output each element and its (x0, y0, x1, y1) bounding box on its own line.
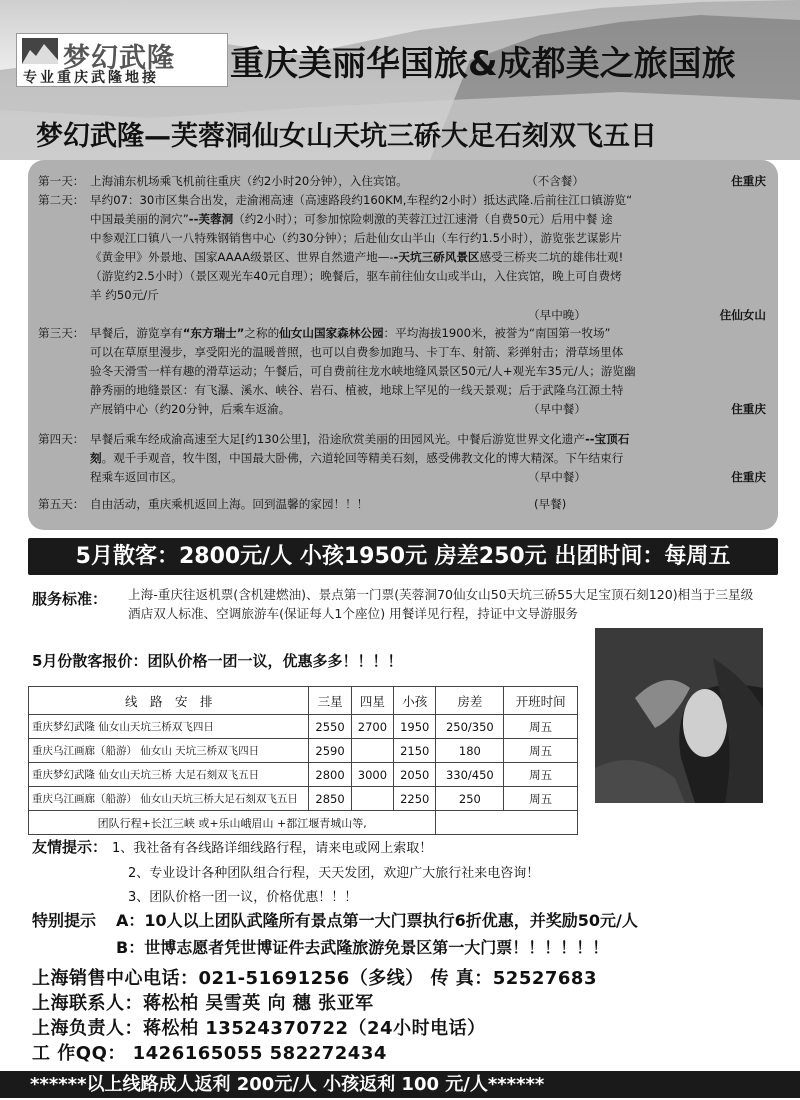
day-text-line: 静秀丽的地缝景区：有飞瀑、溪水、峡谷、岩石、植被，地球上罕见的一线天景观；后于武隆乌江源土特 (90, 383, 624, 397)
table-row (29, 739, 578, 763)
day-stay: 住重庆 (731, 174, 766, 188)
day-text (90, 191, 766, 305)
day-label: 第二天： (38, 193, 85, 207)
attraction-name: --宝顶石 (584, 432, 630, 446)
route-price-table (28, 686, 578, 835)
text-span: ：平均海拔1900米，被誉为“南国第一牧场” (383, 326, 611, 340)
text-span: 早餐后乘车经成渝高速至大足[约130公里]，沿途欣赏美丽的田园风光。中餐后游览世界文化遗产 (90, 432, 585, 446)
departure-day-cell: 周五 (504, 787, 578, 811)
day-text-line: 可以在草原里漫步，享受阳光的温暖普照，也可以自费参加跑马、卡丁车、射箭、彩弹射击；滑草场里体 (90, 345, 624, 359)
text-span: 《黄金甲》外景地、国家AAAA级景区、世界自然遗产地—- (90, 250, 394, 264)
column-header: 四星 (351, 687, 393, 715)
manager-contact: 上海负责人：蒋松柏 13524370722（24小时电话） (32, 1018, 486, 1039)
day-text-line (90, 324, 766, 343)
table-footer-note: 团队行程+长江三峡 或+乐山峨眉山 +都江堰青城山等, (29, 811, 436, 835)
day-stay: 住重庆 (731, 402, 766, 416)
departure-day-cell: 周五 (504, 715, 578, 739)
column-header: 三星 (309, 687, 351, 715)
route-name-cell: 重庆梦幻武隆 仙女山天坑三桥 大足石刻双飞五日 (29, 763, 309, 787)
attraction-name: -天坑三硚风景区 (393, 250, 480, 264)
logo-title: 梦幻武隆 (63, 43, 175, 74)
three-star-price-cell: 2550 (309, 715, 351, 739)
departure-day-cell: 周五 (504, 763, 578, 787)
may-price-note: 5月份散客报价：团队价格一团一议，优惠多多！！！！ (32, 652, 403, 670)
column-header: 小孩 (394, 687, 436, 715)
day-text-line (90, 248, 766, 267)
departure-day-cell: 周五 (504, 739, 578, 763)
route-name-cell: 重庆梦幻武隆 仙女山天坑三桥双飞四日 (29, 715, 309, 739)
child-price-cell: 2050 (394, 763, 436, 787)
logo-landscape-icon (22, 38, 58, 64)
day-text-line (90, 449, 766, 468)
day-label: 第四天： (38, 432, 85, 446)
day-text (90, 430, 766, 487)
special-item-a: A：10人以上团队武隆所有景点第一大门票执行6折优惠，并奖励50元/人 (116, 911, 638, 930)
four-star-price-cell: 2700 (351, 715, 393, 739)
day-label: 第三天： (38, 326, 85, 340)
four-star-price-cell (351, 787, 393, 811)
rebate-banner (0, 1071, 800, 1098)
room-diff-cell: 330/450 (436, 763, 504, 787)
service-label: 服务标准： (32, 590, 108, 608)
child-price-cell: 2150 (394, 739, 436, 763)
day-meal: （早中餐） (528, 402, 586, 416)
table-header-row (29, 687, 578, 715)
text-span: 感受三桥夹二坑的雄伟壮观! (479, 250, 624, 264)
tip-item: 2、专业设计各种团队组合行程，天天发团，欢迎广大旅行社来电咨询！ (128, 866, 540, 881)
day-text-line: （游览约2.5小时）（景区观光车40元自理）；晚餐后，驱车前往仙女山或半山，入住宾馆，晚上可自费烤 (90, 269, 622, 283)
special-label: 特别提示 (32, 911, 97, 930)
day-text-line (90, 210, 766, 229)
contact-persons: 上海联系人：蒋松柏 吴雪英 向 穗 张亚军 (32, 993, 374, 1014)
table-footer-row (29, 811, 578, 835)
day-stay: 住仙女山 (719, 308, 766, 322)
route-title: 梦幻武隆—芙蓉洞仙女山天坑三硚大足石刻双飞五日 (36, 121, 657, 152)
child-price-cell: 2250 (394, 787, 436, 811)
itinerary-panel (28, 160, 778, 530)
three-star-price-cell: 2850 (309, 787, 351, 811)
route-name-cell: 重庆乌江画廊（船游） 仙女山 天坑三桥双飞四日 (29, 739, 309, 763)
attraction-name: --芙蓉洞 (188, 212, 234, 226)
four-star-price-cell: 3000 (351, 763, 393, 787)
text-span: 。观千手观音，牧牛图，中国最大卧佛，六道轮回等精美石刻，感受佛教文化的博大精深。下午结束行 (101, 451, 624, 465)
three-star-price-cell: 2590 (309, 739, 351, 763)
attraction-name: 仙女山国家森林公园 (279, 326, 384, 340)
room-diff-cell: 250/350 (436, 715, 504, 739)
day-stay: 住重庆 (731, 470, 766, 484)
day-text-line: 中参观江口镇八一八特殊钢销售中心（约30分钟）；后赴仙女山半山（车行约1.5小时），游览张艺谋影片 (90, 231, 622, 245)
day-text-line: 程乘车返回市区。 (90, 470, 183, 484)
day-meal: （不含餐） (526, 174, 584, 188)
text-span: 之称的 (244, 326, 280, 340)
empty-cell (436, 811, 578, 835)
room-diff-cell: 250 (436, 787, 504, 811)
day-text-line (90, 430, 766, 449)
logo-subtitle: 专业重庆武隆地接 (23, 70, 159, 86)
table-row (29, 763, 578, 787)
service-text: 上海-重庆往返机票(含机建燃油)、景点第一门票(芙蓉洞70仙女山50天坑三硚55大足宝顶石刻120)相当于三星级酒店双人标准、空调旅游车(保证每人1个座位) 用餐详见行程，持证中文导游服务 (128, 587, 754, 621)
table-row (29, 715, 578, 739)
day-text: 上海浦东机场乘飞机前往重庆（约2小时20分钟），入住宾馆。 (90, 174, 408, 188)
day-text-line: 羊 约50元/斤 (90, 288, 159, 302)
sales-phone: 上海销售中心电话：021-51691256（多线） 传 真：52527683 (32, 968, 597, 989)
four-star-price-cell (351, 739, 393, 763)
day-text-line: 早约07：30市区集合出发，走渝湘高速（高速路段约160KM,车程约2小时）抵达武隆.后前往江口镇游览“ (90, 193, 633, 207)
natural-bridge-image (595, 628, 763, 803)
tips-label: 友情提示： (32, 838, 108, 856)
logo (16, 33, 228, 87)
attraction-name: 刻 (90, 451, 102, 465)
table-row (29, 787, 578, 811)
day-text (90, 324, 766, 419)
column-header: 线 路 安 排 (29, 687, 309, 715)
day-meal: （早中晚） (528, 308, 586, 322)
text-span: 早餐后，游览享有 (90, 326, 183, 340)
agency-title: 重庆美丽华国旅&成都美之旅国旅 (230, 44, 736, 84)
special-item-b: B：世博志愿者凭世博证件去武隆旅游免景区第一大门票！！！！！！ (116, 938, 609, 957)
day-label: 第一天： (38, 174, 85, 188)
rebate-text: ******以上线路成人返利 200元/人 小孩返利 100 元/人****** (30, 1074, 545, 1095)
three-star-price-cell: 2800 (309, 763, 351, 787)
column-header: 开班时间 (504, 687, 578, 715)
day-meal: （早中餐） (528, 470, 586, 484)
price-banner: 5月散客：2800元/人 小孩1950元 房差250元 出团时间：每周五 (28, 538, 778, 575)
text-span: （约2小时）；可参加惊险刺激的芙蓉江过江速滑（自费50元）后用中餐 途 (233, 212, 613, 226)
work-qq: 工 作QQ： 1426165055 582272434 (32, 1043, 387, 1064)
day-text-line: 产展销中心（约20分钟，后乘车返渝。 (90, 402, 291, 416)
day-label: 第五天： (38, 497, 85, 511)
attraction-name: “东方瑞士” (182, 326, 245, 340)
child-price-cell: 1950 (394, 715, 436, 739)
day-text: 自由活动，重庆乘机返回上海。回到温馨的家园！！！ (90, 497, 369, 511)
day-text-line: 验冬天滑雪一样有趣的滑草运动；午餐后，可自费前往龙水峡地缝风景区50元/人+观光车35元/人；游览幽 (90, 364, 636, 378)
tiankeng-bridge-photo (595, 628, 763, 803)
route-name-cell: 重庆乌江画廊（船游） 仙女山天坑三桥大足石刻双飞五日 (29, 787, 309, 811)
column-header: 房差 (436, 687, 504, 715)
text-span: 中国最美丽的洞穴” (90, 212, 189, 226)
tip-item: 1、我社备有各线路详细线路行程，请来电或网上索取！ (112, 841, 433, 856)
tip-item: 3、团队价格一团一议，价格优惠！！！ (128, 890, 358, 905)
room-diff-cell: 180 (436, 739, 504, 763)
day-meal: (早餐) (534, 497, 567, 511)
